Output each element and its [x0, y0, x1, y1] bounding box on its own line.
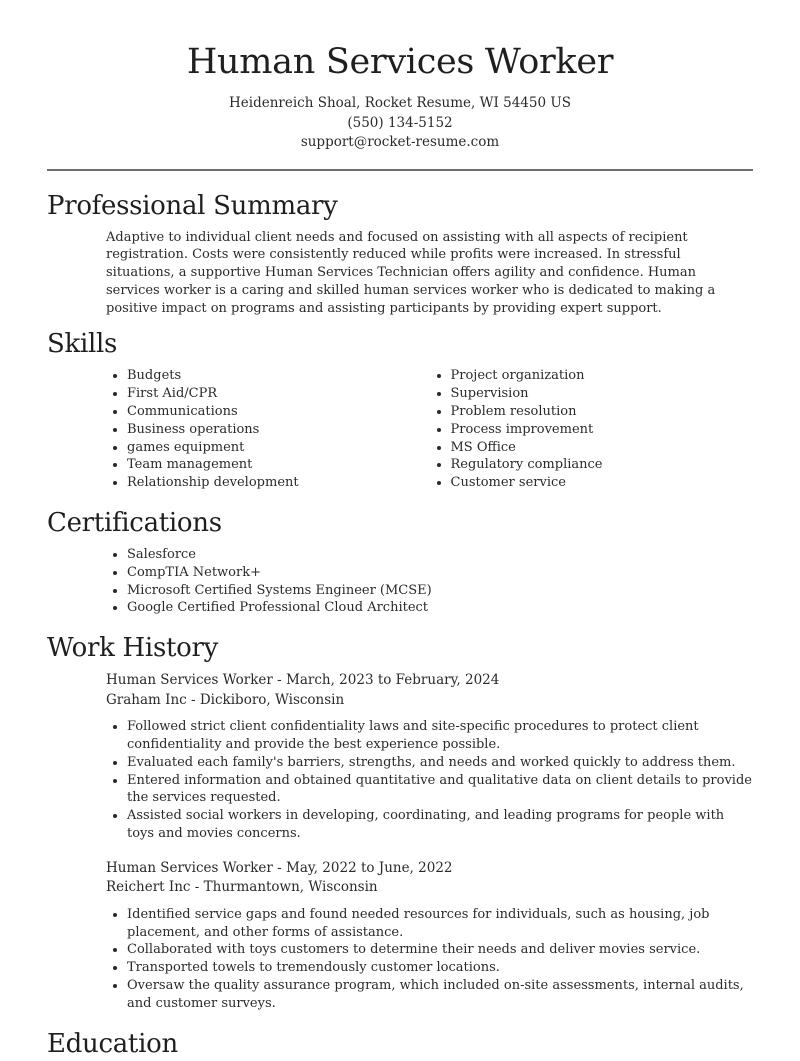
skill-item: • Supervision	[451, 385, 754, 403]
address: Heidenreich Shoal, Rocket Resume, WI 54450 US	[229, 95, 571, 111]
skill-item: • games equipment	[127, 439, 430, 457]
certification-item: • CompTIA Network+	[127, 564, 753, 582]
work-history-title: Work History	[47, 633, 219, 664]
skill-item: • Project organization	[451, 367, 754, 385]
job-bullet: • Identified service gaps and found needed resources for individuals, such as housing, job placement, and other forms of assistance.	[127, 906, 753, 942]
summary-section	[0, 189, 800, 318]
summary-text: Adaptive to individual client needs and focused on assisting with all aspects of recipient registration. Costs were consistently reduced while profits were increased. In stressful situations, a supportive Human Services Technician offers agility and confidence. Human services worker is a caring and skilled human services worker who is dedicated to making a positive impact on programs and assisting participants by providing expert support.	[106, 229, 716, 316]
job-company-location: Graham Inc - Dickiboro, Wisconsin	[106, 691, 345, 708]
resume-header	[0, 0, 800, 153]
skill-item: • MS Office	[451, 439, 754, 457]
header-divider	[47, 169, 753, 171]
work-history-section	[0, 631, 800, 1012]
certifications-list	[106, 546, 753, 617]
skill-item: • First Aid/CPR	[127, 385, 430, 403]
education-section	[0, 1027, 800, 1061]
summary-title: Professional Summary	[47, 190, 338, 221]
job-title-dates: Human Services Worker - May, 2022 to June, 2022	[106, 859, 453, 876]
certifications-section	[0, 506, 800, 617]
skill-item: • Process improvement	[451, 421, 754, 439]
email: support@rocket-resume.com	[300, 134, 500, 150]
certifications-title: Certifications	[47, 508, 222, 539]
skills-grid	[106, 367, 753, 492]
certification-item: • Google Certified Professional Cloud Architect	[127, 599, 753, 617]
job-entry	[106, 859, 753, 1013]
skill-item: • Team management	[127, 456, 430, 474]
job-bullet: • Transported towels to tremendously customer locations.	[127, 959, 753, 977]
job-bullet: • Assisted social workers in developing, coordinating, and leading programs for people with toys and movies concerns.	[127, 807, 753, 843]
job-bullet: • Oversaw the quality assurance program, which included on-site assessments, internal audits, and customer surveys.	[127, 977, 753, 1013]
job-bullets	[106, 906, 753, 1013]
skill-item: • Relationship development	[127, 474, 430, 492]
skill-item: • Customer service	[451, 474, 754, 492]
skills-title: Skills	[47, 329, 118, 360]
skills-list-right	[430, 367, 754, 492]
job-entry	[106, 671, 753, 843]
skill-item: • Regulatory compliance	[451, 456, 754, 474]
candidate-name: Human Services Worker	[186, 42, 614, 82]
contact-info	[0, 94, 800, 153]
certification-item: • Salesforce	[127, 546, 753, 564]
education-title: Education	[47, 1028, 178, 1059]
phone: (550) 134-5152	[347, 114, 453, 131]
skills-section	[0, 327, 800, 492]
job-bullet: • Evaluated each family's barriers, strengths, and needs and worked quickly to address them.	[127, 754, 753, 772]
job-company-location: Reichert Inc - Thurmantown, Wisconsin	[106, 879, 378, 896]
job-bullets	[106, 718, 753, 843]
skill-item: • Problem resolution	[451, 403, 754, 421]
certification-item: • Microsoft Certified Systems Engineer (MCSE)	[127, 582, 753, 600]
job-bullet: • Entered information and obtained quantitative and qualitative data on client details to provide the services requested.	[127, 772, 753, 808]
job-title-dates: Human Services Worker - March, 2023 to February, 2024	[106, 672, 500, 689]
skills-list-left	[106, 367, 430, 492]
job-bullet: • Followed strict client confidentiality laws and site-specific procedures to protect client confidentiality and provide the best experience possible.	[127, 718, 753, 754]
skill-item: • Communications	[127, 403, 430, 421]
skill-item: • Business operations	[127, 421, 430, 439]
job-bullet: • Collaborated with toys customers to determine their needs and deliver movies service.	[127, 941, 753, 959]
skill-item: • Budgets	[127, 367, 430, 385]
